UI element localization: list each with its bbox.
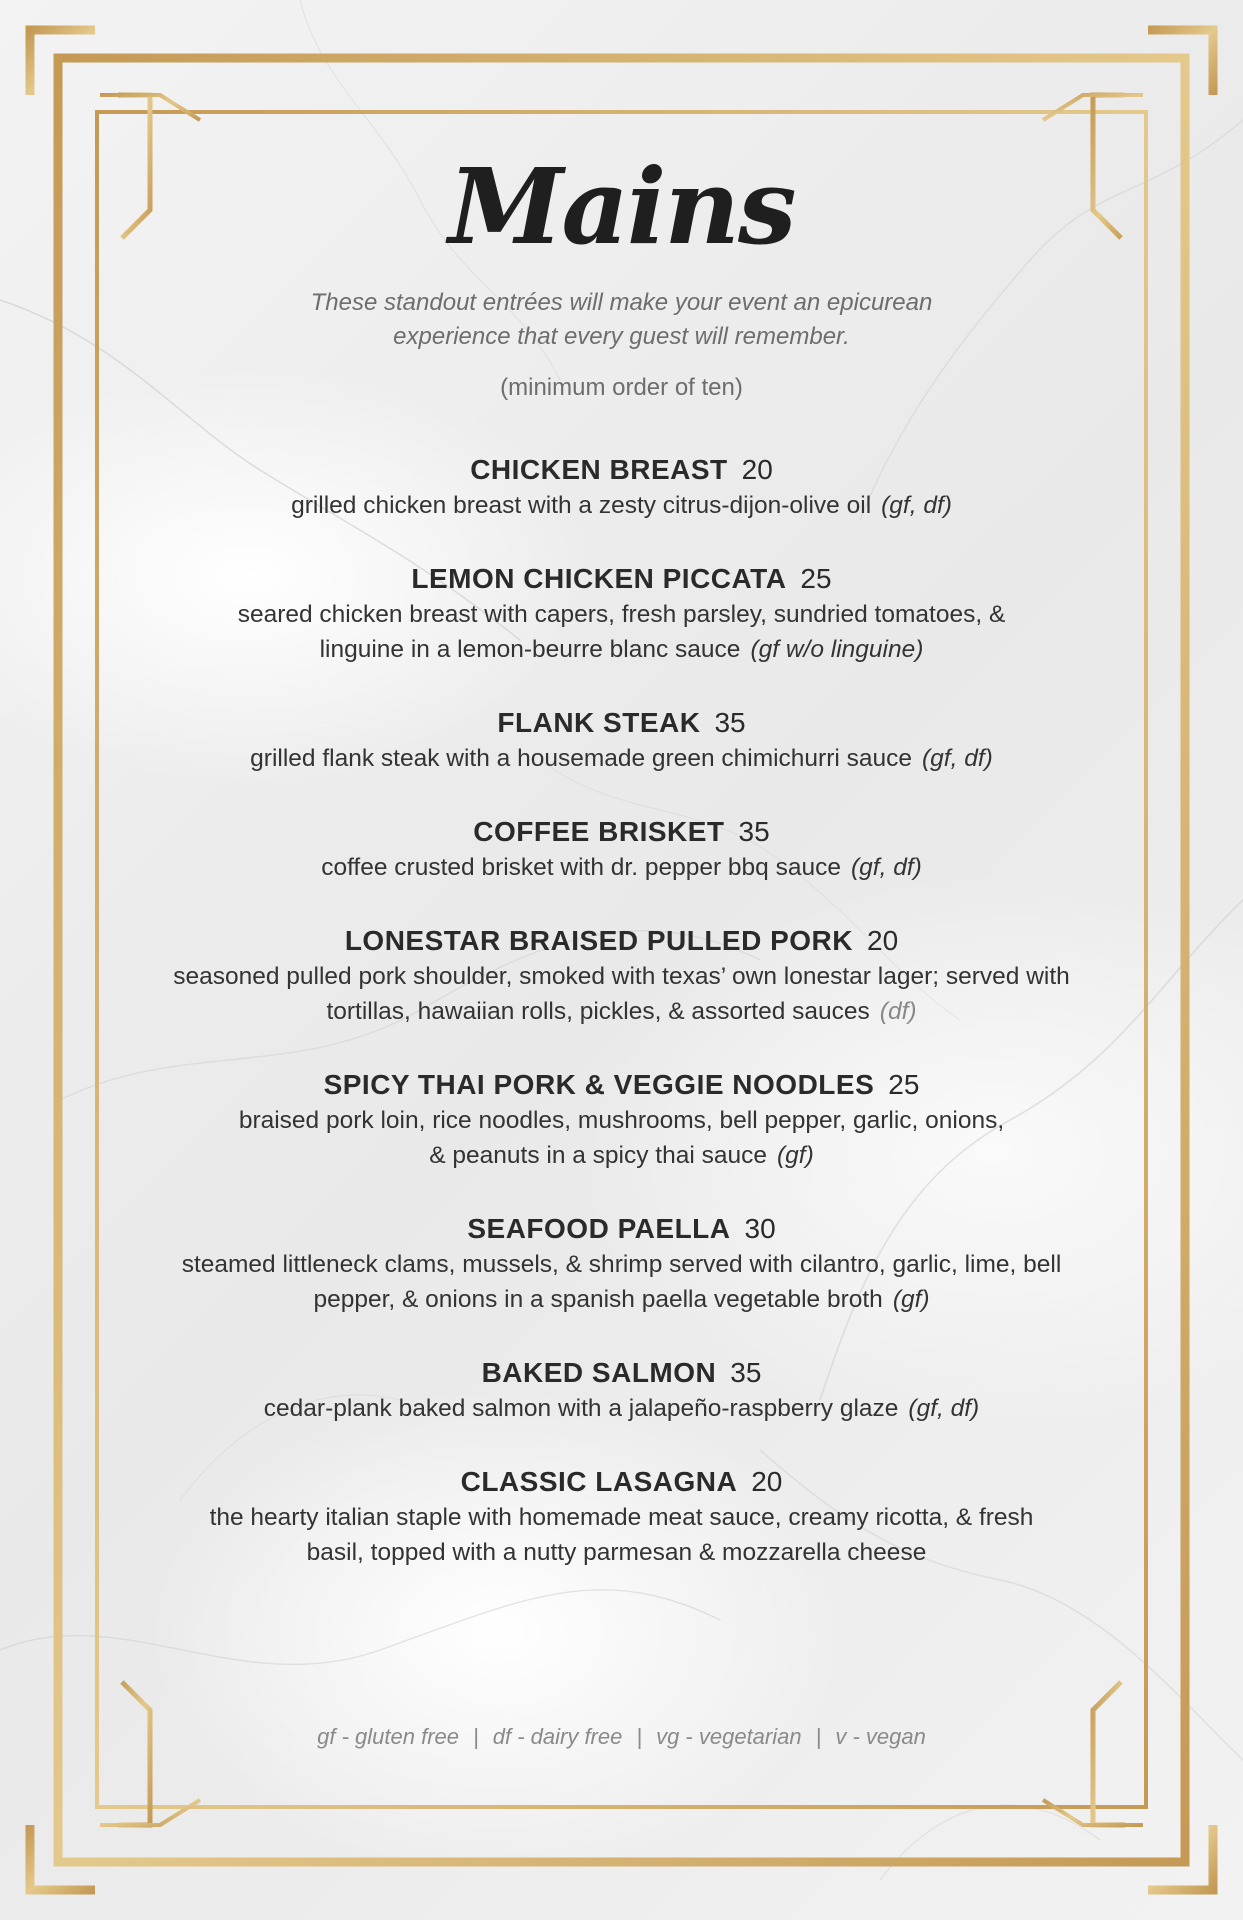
item-diet-tags: (gf) (777, 1142, 814, 1170)
menu-item (150, 814, 1093, 885)
legend-vegetarian: vg - vegetarian (656, 1724, 802, 1749)
item-price: 35 (714, 707, 746, 739)
item-diet-tags: (gf, df) (851, 854, 922, 882)
item-price: 35 (738, 816, 770, 848)
item-description: the hearty italian staple with homemade meat sauce, creamy ricotta, & fresh basil, topped with a nutty parmesan & mozzarella cheese (209, 1504, 1034, 1567)
item-description: seasoned pulled pork shoulder, smoked with texas’ own lonestar lager; served with tortillas, hawaiian rolls, pickles, & assorted sauces (173, 963, 1070, 1026)
menu-item (150, 1067, 1093, 1173)
menu-item (150, 1211, 1093, 1317)
item-name: SPICY THAI PORK & VEGGIE NOODLES (323, 1069, 875, 1101)
item-price: 30 (744, 1213, 776, 1245)
item-name: CLASSIC LASAGNA (460, 1466, 738, 1498)
menu-item (150, 1464, 1093, 1570)
diet-legend: gf - gluten free | df - dairy free | vg - vegetarian | v - vegan (317, 1724, 926, 1749)
item-name: FLANK STEAK (497, 707, 701, 739)
item-name: COFFEE BRISKET (473, 816, 725, 848)
legend-dairy-free: df - dairy free (492, 1724, 623, 1749)
menu-item (150, 923, 1093, 1029)
item-description: braised pork loin, rice noodles, mushrooms, bell pepper, garlic, onions, & peanuts in a spicy thai sauce (238, 1107, 1005, 1170)
menu-item (150, 1355, 1093, 1426)
item-name: BAKED SALMON (481, 1357, 717, 1389)
item-diet-tags: (gf) (892, 1286, 930, 1314)
item-description: grilled chicken breast with a zesty citrus-dijon-olive oil (291, 492, 872, 520)
item-diet-tags: (df) (879, 998, 917, 1026)
menu-content (150, 145, 1093, 1608)
menu-items (150, 452, 1093, 1570)
item-description: steamed littleneck clams, mussels, & shrimp served with cilantro, garlic, lime, bell pepper, & onions in a spanish paella vegetable broth (181, 1251, 1062, 1314)
item-price: 20 (741, 454, 773, 486)
item-name: CHICKEN BREAST (470, 454, 728, 486)
menu-item (150, 452, 1093, 523)
item-diet-tags: (gf, df) (881, 492, 952, 520)
legend-gluten-free: gf - gluten free (317, 1724, 460, 1749)
item-description: grilled flank steak with a housemade green chimichurri sauce (250, 745, 913, 773)
item-name: LONESTAR BRAISED PULLED PORK (344, 925, 853, 957)
minimum-order-note: (minimum order of ten) (500, 374, 743, 402)
item-diet-tags: (gf, df) (922, 745, 993, 773)
item-diet-tags: (gf w/o linguine) (750, 636, 924, 664)
item-price: 20 (751, 1466, 783, 1498)
item-price: 20 (867, 925, 899, 957)
legend-vegan: v - vegan (835, 1724, 926, 1749)
item-diet-tags: (gf, df) (908, 1395, 980, 1423)
menu-title: Mains (448, 145, 795, 268)
item-name: LEMON CHICKEN PICCATA (411, 563, 787, 595)
menu-item (150, 561, 1093, 667)
menu-item (150, 705, 1093, 776)
item-name: SEAFOOD PAELLA (467, 1213, 731, 1245)
item-description: coffee crusted brisket with dr. pepper bbq sauce (321, 854, 841, 882)
item-description: seared chicken breast with capers, fresh parsley, sundried tomatoes, & linguine in a lemon-beurre blanc sauce (237, 601, 1006, 664)
item-price: 35 (730, 1357, 762, 1389)
item-description: cedar-plank baked salmon with a jalapeño-raspberry glaze (263, 1395, 899, 1423)
item-price: 25 (888, 1069, 920, 1101)
menu-intro: These standout entrées will make your event an epicurean experience that every guest will remember. (310, 289, 933, 351)
item-price: 25 (800, 563, 832, 595)
